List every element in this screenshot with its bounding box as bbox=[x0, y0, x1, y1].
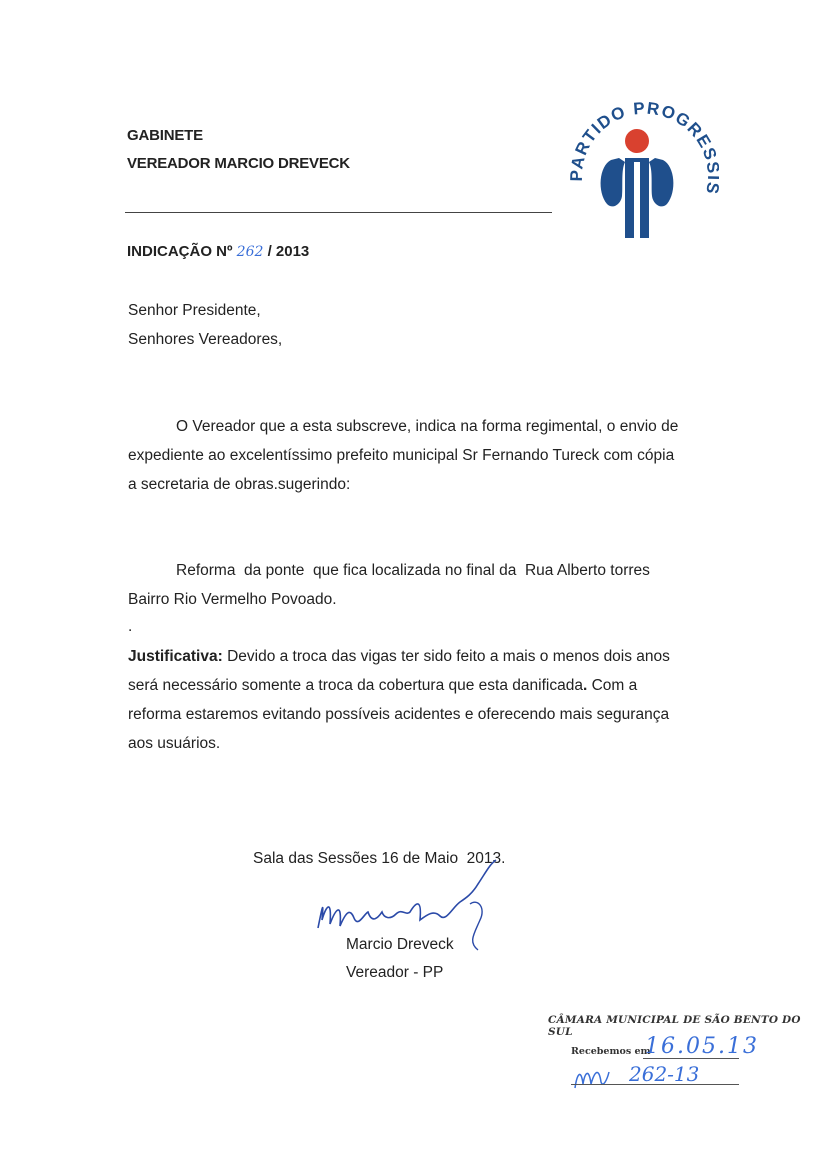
indicacao-line bbox=[127, 243, 309, 260]
signer-role: Vereador - PP bbox=[346, 964, 444, 981]
justification-line-1 bbox=[128, 642, 670, 671]
justification-text-2b: Com a bbox=[591, 677, 638, 694]
header-divider bbox=[125, 212, 552, 213]
justification-line-3: reforma estaremos evitando possíveis acidentes e oferecendo mais segurança bbox=[128, 706, 670, 723]
stamp-received-label: Recebemos em bbox=[571, 1046, 651, 1057]
salutation-president: Senhor Presidente, bbox=[128, 302, 261, 319]
stamp-title: CÂMARA MUNICIPAL DE SÃO BENTO DO SUL bbox=[548, 1014, 801, 1038]
party-logo bbox=[569, 100, 719, 250]
intro-line-3: a secretaria de obras.sugerindo: bbox=[128, 476, 351, 493]
intro-line-1: O Vereador que a esta subscreve, indica na forma regimental, o envio de bbox=[176, 418, 679, 435]
cabinet-label: GABINETE bbox=[127, 127, 203, 144]
signer-name: Marcio Dreveck bbox=[346, 936, 454, 953]
intro-line-2: expediente ao excelentíssimo prefeito municipal Sr Fernando Tureck com cópia bbox=[128, 447, 675, 464]
indicacao-prefix: INDICAÇÃO Nº bbox=[127, 243, 233, 260]
justification-text-2a: será necessário somente a troca da cobertura que esta danificada bbox=[128, 677, 583, 694]
stamp-protocol-line bbox=[571, 1062, 741, 1092]
justification-line-2: será necessário somente a troca da cobertura que esta danificada. Com a bbox=[128, 677, 638, 694]
stamp-received-date: 16.05.13 bbox=[645, 1034, 759, 1059]
place-date: Sala das Sessões 16 de Maio 2013. bbox=[253, 850, 506, 867]
councilman-name-header: VEREADOR MARCIO DREVECK bbox=[127, 155, 350, 172]
separator-dot: . bbox=[128, 618, 133, 635]
logo-text: ARTIDO PROGRES bbox=[569, 100, 719, 171]
salutation-councilmen: Senhores Vereadores, bbox=[128, 331, 283, 348]
justification-label: Justificativa: bbox=[128, 648, 223, 665]
request-line-2: Bairro Rio Vermelho Povoado. bbox=[128, 591, 337, 608]
stamp-received-line bbox=[571, 1034, 759, 1059]
indicacao-year: / 2013 bbox=[267, 243, 310, 260]
request-line-1: Reforma da ponte que fica localizada no final da Rua Alberto torres bbox=[176, 562, 650, 579]
stamp-protocol-number: 262-13 bbox=[629, 1062, 700, 1086]
stamp-initials-scribble bbox=[571, 1062, 611, 1092]
justification-text-1: Devido a troca das vigas ter sido feito a mais o menos dois anos bbox=[227, 648, 670, 665]
justification-line-4: aos usuários. bbox=[128, 735, 221, 752]
indicacao-number: 262 bbox=[236, 244, 264, 260]
